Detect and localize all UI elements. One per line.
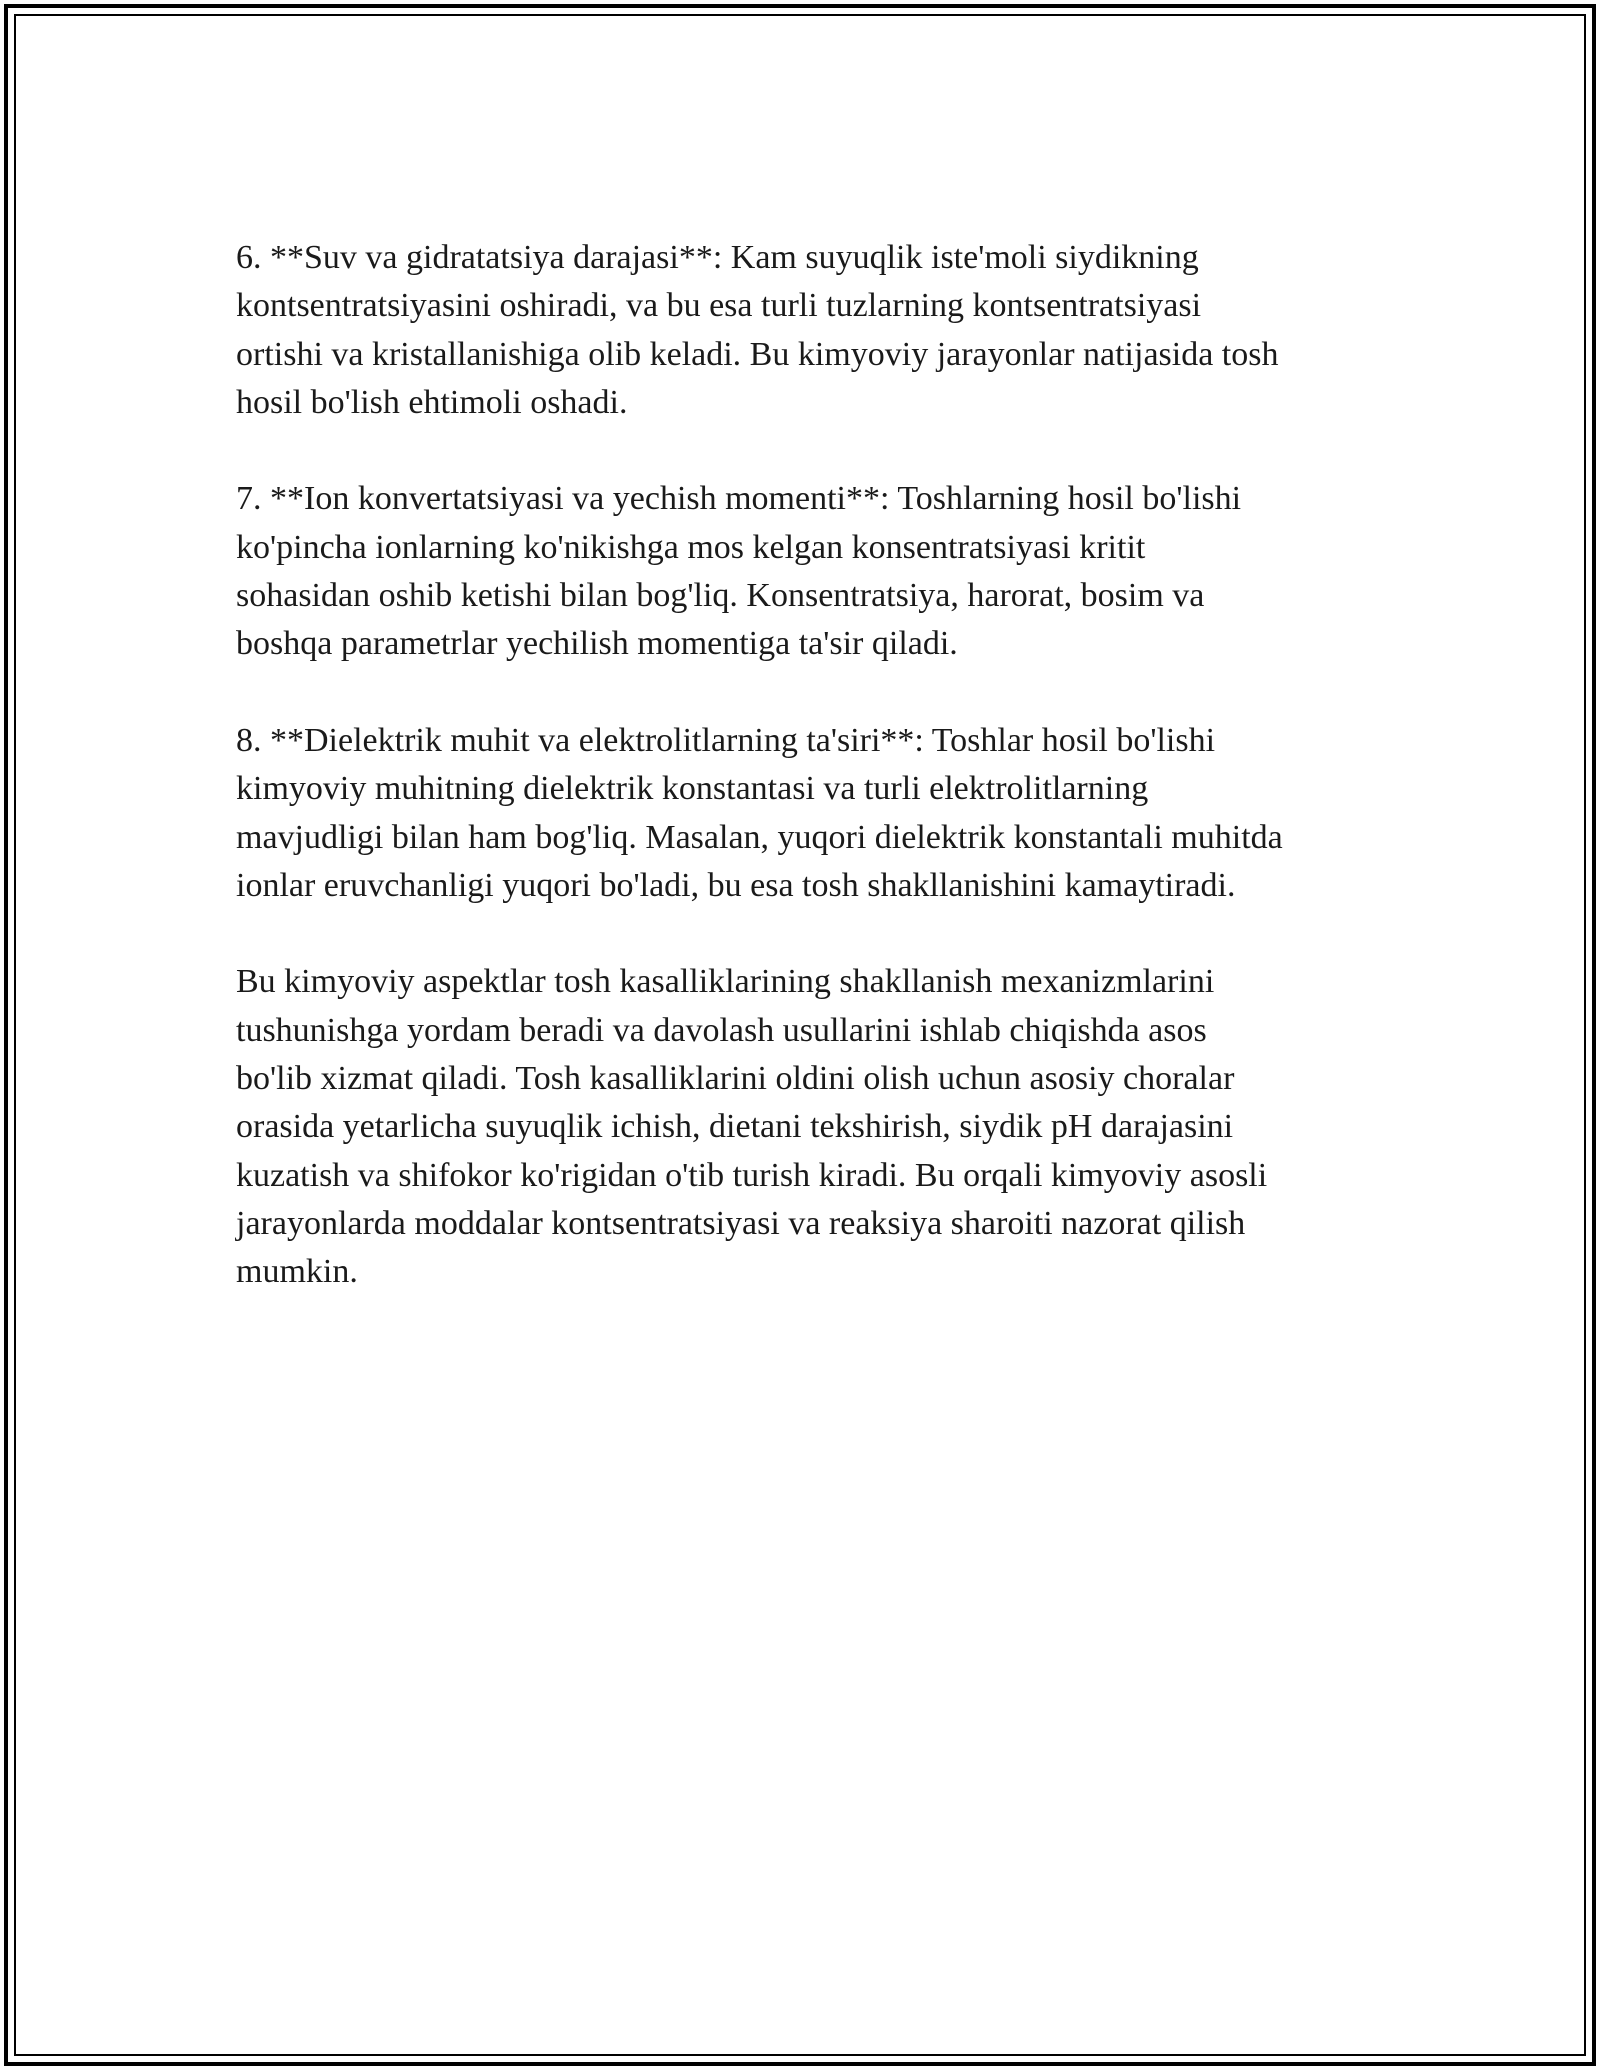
paragraph-item-8: 8. **Dielektrik muhit va elektrolitlarning ta'siri**: Toshlar hosil bo'lishi kimyoviy muhitning dielektrik konstantasi va turli elektrolitlarning mavjudligi bilan ham bog'liq. Masalan, yuqori dielektrik konstantali muhitda ionlar eruvchanligi yuqori bo'ladi, bu esa tosh shakllanishini kamaytiradi. (236, 721, 1283, 904)
document-body (236, 234, 1366, 1345)
paragraph-conclusion: Bu kimyoviy aspektlar tosh kasalliklarining shakllanish mexanizmlarini tushunishga yordam beradi va davolash usullarini ishlab chiqishda asos bo'lib xizmat qiladi. Tosh kasalliklarini oldini olish uchun asosiy choralar orasida yetarlicha suyuqlik ichish, dietani tekshirish, siydik pH darajasini kuzatish va shifokor ko'rigidan o'tib turish kiradi. Bu orqali kimyoviy asosli jarayonlarda moddalar kontsentratsiyasi va reaksiya sharoiti nazorat qilish mumkin. (236, 963, 1268, 1291)
paragraph-item-6: 6. **Suv va gidratatsiya darajasi**: Kam suyuqlik iste'moli siydikning kontsentratsiyasini oshiradi, va bu esa turli tuzlarning kontsentratsiyasi ortishi va kristallanishiga olib keladi. Bu kimyoviy jarayonlar natijasida tosh hosil bo'lish ehtimoli oshadi. (236, 239, 1279, 421)
paragraph-item-7: 7. **Ion konvertatsiyasi va yechish momenti**: Toshlarning hosil bo'lishi ko'pincha ionlarning ko'nikishga mos kelgan konsentratsiyasi kritit sohasidan oshib ketishi bilan bog'liq. Konsentratsiya, harorat, bosim va boshqa parametrlar yechilish momentiga ta'sir qiladi. (236, 480, 1242, 663)
